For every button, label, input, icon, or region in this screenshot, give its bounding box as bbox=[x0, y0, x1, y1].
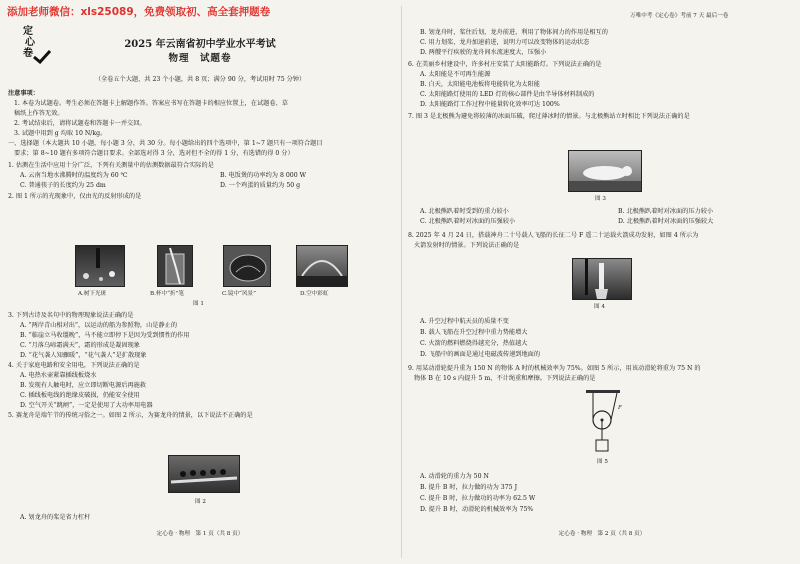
seal-char-2: 心 bbox=[25, 37, 35, 48]
q3-stem: 3. 下列古诗及名句中的物理现象说法正确的是 bbox=[8, 312, 134, 319]
note-line: 3. 试题中用到 g 均取 10 N/kg。 bbox=[14, 130, 107, 137]
note-line: 稿纸上作答无效。 bbox=[14, 110, 64, 117]
q3-option-a: A. “两岸青山相对出”，以运动的船为参照物，山是静止的 bbox=[20, 322, 178, 329]
q2-stem: 2. 图 1 所示的光现象中，仅由光的反射形成的是 bbox=[8, 193, 142, 200]
q1-stem: 1. 估测在生活中应用十分广泛，下列有关测量中的估测数据最符合实际的是 bbox=[8, 162, 214, 169]
q7-option-d: D. 北极熊趴着时对冰面的压强较大 bbox=[618, 218, 714, 225]
q3-option-d: D. “花气袭人知骤暖”，“花气袭人”是扩散现象 bbox=[20, 352, 147, 359]
pulley-diagram bbox=[580, 390, 626, 454]
q2-image-b bbox=[157, 245, 193, 287]
q5-option-c: C. 用力划桨，龙舟加速前进，说明力可以改变物体的运动状态 bbox=[420, 39, 590, 46]
q7-image bbox=[568, 150, 642, 192]
notes-heading: 注意事项： bbox=[8, 90, 39, 97]
q2-caption-c: C.镜中“风景” bbox=[222, 291, 256, 297]
q2-figure-label: 图 1 bbox=[193, 301, 204, 307]
q3-option-b: B. “临崖立马收缰晚”，马不能立即停下是因为受到惯性的作用 bbox=[20, 332, 190, 339]
q5-stem: 5. 赛龙舟是端午节的传统习俗之一。如图 2 所示，为赛龙舟的情景，以下说法不正确的是 bbox=[8, 412, 253, 419]
q8-stem: 8. 2025 年 4 月 24 日，搭载神舟二十号载人飞船的长征二号 F 遥二十运载火箭成功发射，如图 4 所示为 bbox=[408, 232, 699, 239]
page-1-footer: 定心卷 · 物理 第 1 页（共 8 页） bbox=[156, 531, 244, 537]
page-2-footer: 定心卷 · 物理 第 2 页（共 8 页） bbox=[558, 531, 646, 537]
q8-option-c: C. 火箭的燃料燃烧得越充分，热值越大 bbox=[420, 340, 528, 347]
note-line: 2. 考试结束后，请将试题卷和答题卡一并交回。 bbox=[14, 120, 146, 127]
page-divider bbox=[401, 6, 402, 558]
series-tag: 万唯中考《定心卷》考前 7 天 最后一卷 bbox=[630, 13, 729, 19]
q8-image bbox=[572, 258, 632, 300]
q1-option-a: A. 云南当地水沸腾时的温度约为 60 ℃ bbox=[20, 172, 128, 179]
q9-figure-label: 图 5 bbox=[597, 459, 608, 465]
q5-option-d: D. 两艘平行疾驶的龙舟间水流速度大，压强小 bbox=[420, 49, 547, 56]
q5-option-b: B. 划龙舟时，桨往后划，龙舟前进，利用了物体间力的作用是相互的 bbox=[420, 29, 608, 36]
q4-stem: 4. 关于家庭电路和安全用电，下列说法正确的是 bbox=[8, 362, 140, 369]
q6-option-c: C. 太阳能路灯使用的 LED 灯的核心部件是由半导体材料制成的 bbox=[420, 91, 595, 98]
q6-option-d: D. 太阳能路灯工作过程中能量转化效率可达 100% bbox=[420, 101, 560, 108]
q2-caption-d: D.空中彩虹 bbox=[300, 291, 329, 297]
q5-option-a: A. 划龙舟的桨是省力杠杆 bbox=[20, 514, 91, 521]
q7-stem: 7. 图 3 是北极熊为避免将较薄的冰面压破，爬过薄冰时的情景。与北极熊站立时相比下列说法正确的是 bbox=[408, 113, 690, 120]
q1-option-b: B. 电饭煲的功率约为 8 000 W bbox=[220, 172, 306, 179]
q2-image-a bbox=[75, 245, 125, 287]
q8-option-a: A. 升空过程中航天员的质量不变 bbox=[420, 318, 509, 325]
q9-option-b: B. 提升 B 时，拉力做的功为 375 J bbox=[420, 484, 518, 491]
q4-option-a: A. 电热水壶紧靠插线板烧水 bbox=[20, 372, 97, 379]
section-1-header: 要求；第 8~10 题有多项符合题目要求。全部选对得 3 分，选对但不全的得 1 分，有选错的得 0 分） bbox=[14, 150, 294, 157]
exam-info: （全卷五个大题，共 23 个小题，共 8 页；满分 90 分，考试用时 75 分钟） bbox=[94, 76, 306, 83]
q2-caption-a: A.树下光斑 bbox=[78, 291, 107, 297]
note-line: 1. 本卷为试题卷。考生必须在答题卡上解题作答。答案应书写在答题卡的相应位置上，在试题卷、草 bbox=[14, 100, 288, 107]
section-1-header: 一、选择题（本大题共 10 小题，每小题 3 分，共 30 分。每小题给出的四个选项中，第 1~7 题只有一项符合题目 bbox=[8, 140, 323, 147]
q2-caption-b: B.杯中“折”笔 bbox=[150, 291, 184, 297]
q1-option-d: D. 一个鸡蛋的质量约为 50 g bbox=[220, 182, 301, 189]
q7-option-a: A. 北极熊趴着时受到的重力较小 bbox=[420, 208, 509, 215]
page-2 bbox=[404, 0, 800, 564]
force-label: F bbox=[618, 405, 622, 411]
q5-image bbox=[168, 455, 240, 493]
q2-image-c bbox=[223, 245, 271, 287]
watermark-text: 添加老师微信：xls25089，免费领取初、高全套押题卷 bbox=[7, 6, 271, 18]
q7-option-b: B. 北极熊趴着时对冰面的压力较小 bbox=[618, 208, 714, 215]
q4-option-b: B. 发现有人触电时，应立即切断电源后再施救 bbox=[20, 382, 147, 389]
q6-option-b: B. 白天，太阳能电池板将电能转化为太阳能 bbox=[420, 81, 540, 88]
q9-stem: 9. 用某动滑轮提升重为 150 N 的物体 A 时的机械效率为 75%。如图 5 所示，用该动滑轮将重为 75 N 的 bbox=[408, 365, 701, 372]
q9-option-a: A. 动滑轮的重力为 50 N bbox=[420, 473, 489, 480]
q8-figure-label: 图 4 bbox=[594, 304, 605, 310]
q3-option-c: C. “月落乌啼霜满天”，霜的形成是凝固现象 bbox=[20, 342, 140, 349]
seal-char-1: 定 bbox=[23, 26, 33, 37]
q8-option-d: D. 飞船中的画面是通过电磁波传递到地面的 bbox=[420, 351, 541, 358]
q9-option-d: D. 提升 B 时，动滑轮的机械效率为 75% bbox=[420, 506, 534, 513]
exam-subtitle: 物理 试题卷 bbox=[168, 53, 232, 64]
q7-option-c: C. 北极熊趴着时对冰面的压强较小 bbox=[420, 218, 516, 225]
q8-option-b: B. 载人飞船在升空过程中重力势能增大 bbox=[420, 329, 528, 336]
q1-option-c: C. 普通筷子的长度约为 25 dm bbox=[20, 182, 106, 189]
q6-stem: 6. 在美丽乡村建设中，许多村庄安装了太阳能路灯。下列说法正确的是 bbox=[408, 61, 602, 68]
q4-option-c: C. 插线板电线的绝缘皮破损，仍能安全使用 bbox=[20, 392, 140, 399]
q9-option-c: C. 提升 B 时，拉力做功的功率为 62.5 W bbox=[420, 495, 536, 502]
exam-title: 2025 年云南省初中学业水平考试 bbox=[124, 39, 276, 50]
q6-option-a: A. 太阳能是不可再生能源 bbox=[420, 71, 491, 78]
q2-image-d bbox=[296, 245, 348, 287]
seal-char-3: 卷 bbox=[23, 48, 33, 59]
q7-figure-label: 图 3 bbox=[595, 196, 606, 202]
q8-stem-cont: 火箭发射时的情景。下列说法正确的是 bbox=[414, 242, 520, 249]
q5-figure-label: 图 2 bbox=[195, 499, 206, 505]
q4-option-d: D. 空气开关“跳闸”，一定是使用了大功率用电器 bbox=[20, 402, 153, 409]
q9-stem-cont: 物体 B 在 10 s 内提升 5 m，不计绳重和摩擦。下列说法正确的是 bbox=[414, 375, 596, 382]
